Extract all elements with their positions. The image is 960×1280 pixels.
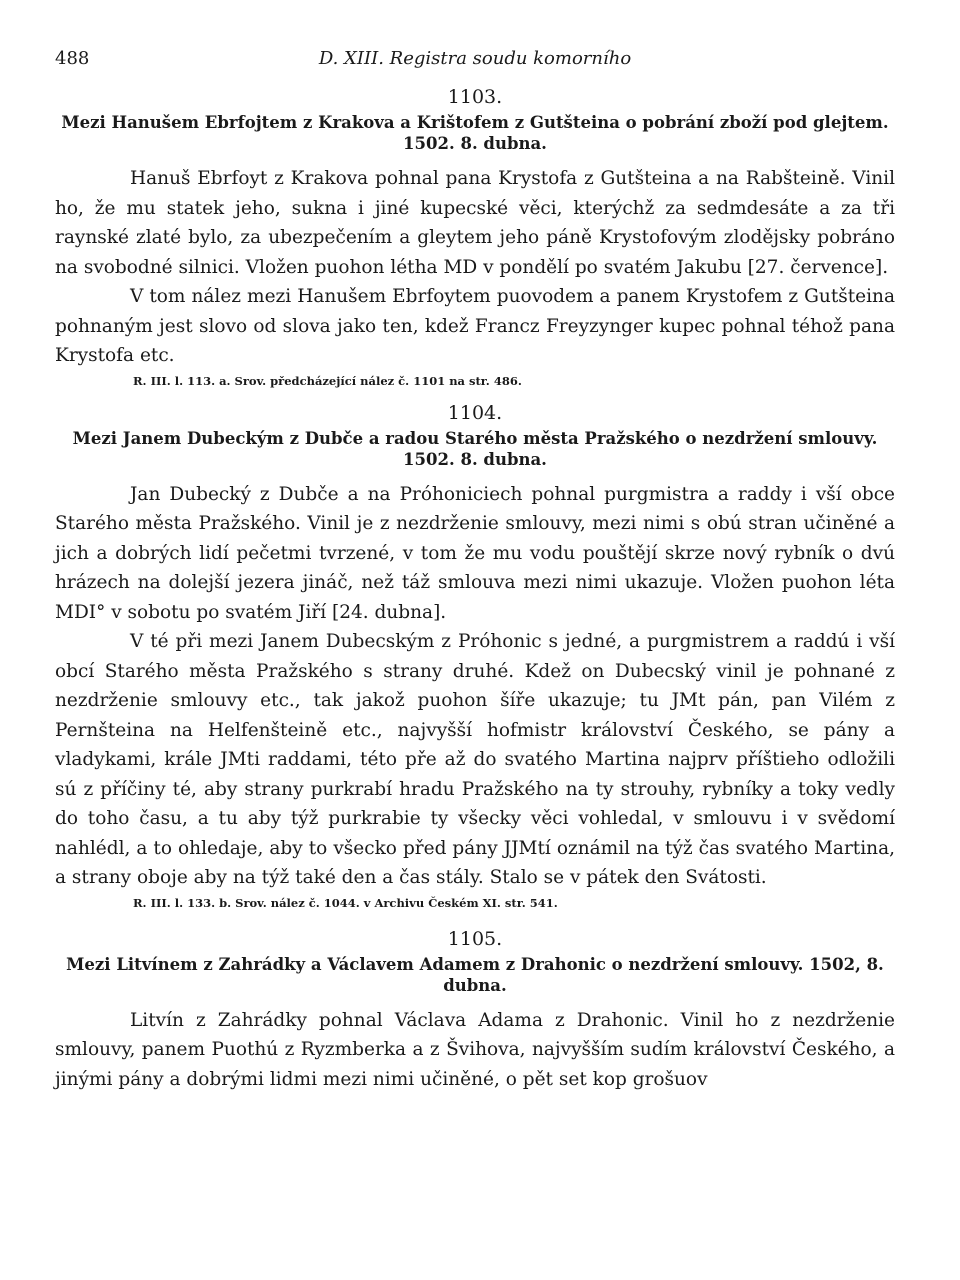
paragraph: Jan Dubecký z Dubče a na Próhoniciech pohnal purgmistra a raddy i vší obce Starého města Pražského. Vinil je z nezdrženie smlouvy, mezi nimi s obú stran učiněné a jich a dobrých lidí pečetmi tvrzené, v tom že mu vodu pouštějí skrze nový rybník o dvú hrázech na dolejší jezera jináč, než táž smlouva mezi nimi ukazuje. Vložen puohon léta MDI° v sobotu po svatém Jiří [24. dubna]. (55, 483, 895, 623)
paragraph: Litvín z Zahrádky pohnal Václava Adama z Drahonic. Vinil ho z nezdrženie smlouvy, panem Puothú z Ryzmberka a z Švihova, najvyšším sudím království Českého, a jinými pány a dobrými lidmi mezi nimi učiněné, o pět set kop grošuov (55, 1009, 895, 1090)
heading-date: 1502. 8. dubna. (403, 134, 547, 153)
paragraph: V té při mezi Janem Dubecským z Próhonic s jedné, a purgmistrem a raddú i vší obcí Starého města Pražského s strany druhé. Kdež on Dubecský vinil je pohnané z nezdrženie smlouvy etc., tak jakož puohon šíře ukazuje; tu JMt pán, pan Vilém z Pernšteina na Helfenšteině etc., najvyšší hofmistr království Českého, se pány a vladykami, krále JMti raddami, této pře až do svatého Martina najprv příštieho odložili sú z příčiny té, aby strany purkrabí hradu Pražského na ty strouhy, rybníky a toky vedly do toho času, a tu aby týž purkrabie ty všecky věci vohledal, v smlouvu i v svědomí nahlédl, a to ohledaje, aby to všecko před pány JJMtí oznámil na týž čas svatého Martina, a strany oboje aby na týž také den a čas stály. Stalo se v pátek den Svátosti. (55, 631, 895, 888)
heading-date: 1502. 8. dubna. (403, 449, 547, 469)
source-note: R. III. l. 113. a. Srov. předcházející nález č. 1101 na str. 486. (133, 373, 522, 388)
entry-number: 1103. (447, 86, 503, 108)
entry-body (55, 480, 895, 893)
source-note: R. III. l. 133. b. Srov. nález č. 1044. v Archivu Českém XI. str. 541. (133, 895, 558, 910)
entry-1105 (55, 928, 895, 1095)
heading-line: Mezi Litvínem z Zahrádky a Václavem Adamem z Drahonic o nezdržení smlouvy. 1502, 8. dubna. (66, 954, 884, 995)
paragraph: Hanuš Ebrfoyt z Krakova pohnal pana Krystofa z Gutšteina a na Rabšteině. Vinil ho, že mu statek jeho, sukna i jiné kupecské věci, kterýchž za sedmdesáte a za tři raynské zlaté bylo, za ubezpečením a gleytem jeho páně Krystofovým zlodějsky pobráno na svobodné silnici. Vložen puohon létha MD v pondělí po svatém Jakubu [27. července]. (55, 168, 895, 278)
heading-line: Mezi Janem Dubeckým z Dubče a radou Starého města Pražského o nezdržení smlouvy. (72, 428, 878, 448)
running-title: D. XIII. Registra soudu komorního (318, 48, 632, 69)
heading-line: Mezi Hanušem Ebrfojtem z Krakova a Krištofem z Gutšteina o pobrání zboží pod glejtem. (61, 113, 889, 132)
entry-body (55, 1006, 895, 1095)
entry-heading (55, 112, 895, 154)
page-number: 488 (55, 48, 90, 69)
entry-number: 1104. (447, 401, 503, 424)
entry-heading (55, 428, 895, 470)
entry-heading (55, 954, 895, 996)
running-header (55, 48, 895, 78)
paragraph: V tom nález mezi Hanušem Ebrfoytem puovodem a panem Krystofem z Gutšteina pohnaným jest slovo od slova jako ten, kdež Francz Freyzynger kupec pohnal téhož pana Krystofa etc. (55, 286, 895, 366)
entry-1104 (55, 402, 895, 910)
document-page (55, 48, 895, 1094)
entry-body (55, 164, 895, 371)
entry-number: 1105. (447, 927, 503, 950)
entry-1103 (55, 86, 895, 388)
